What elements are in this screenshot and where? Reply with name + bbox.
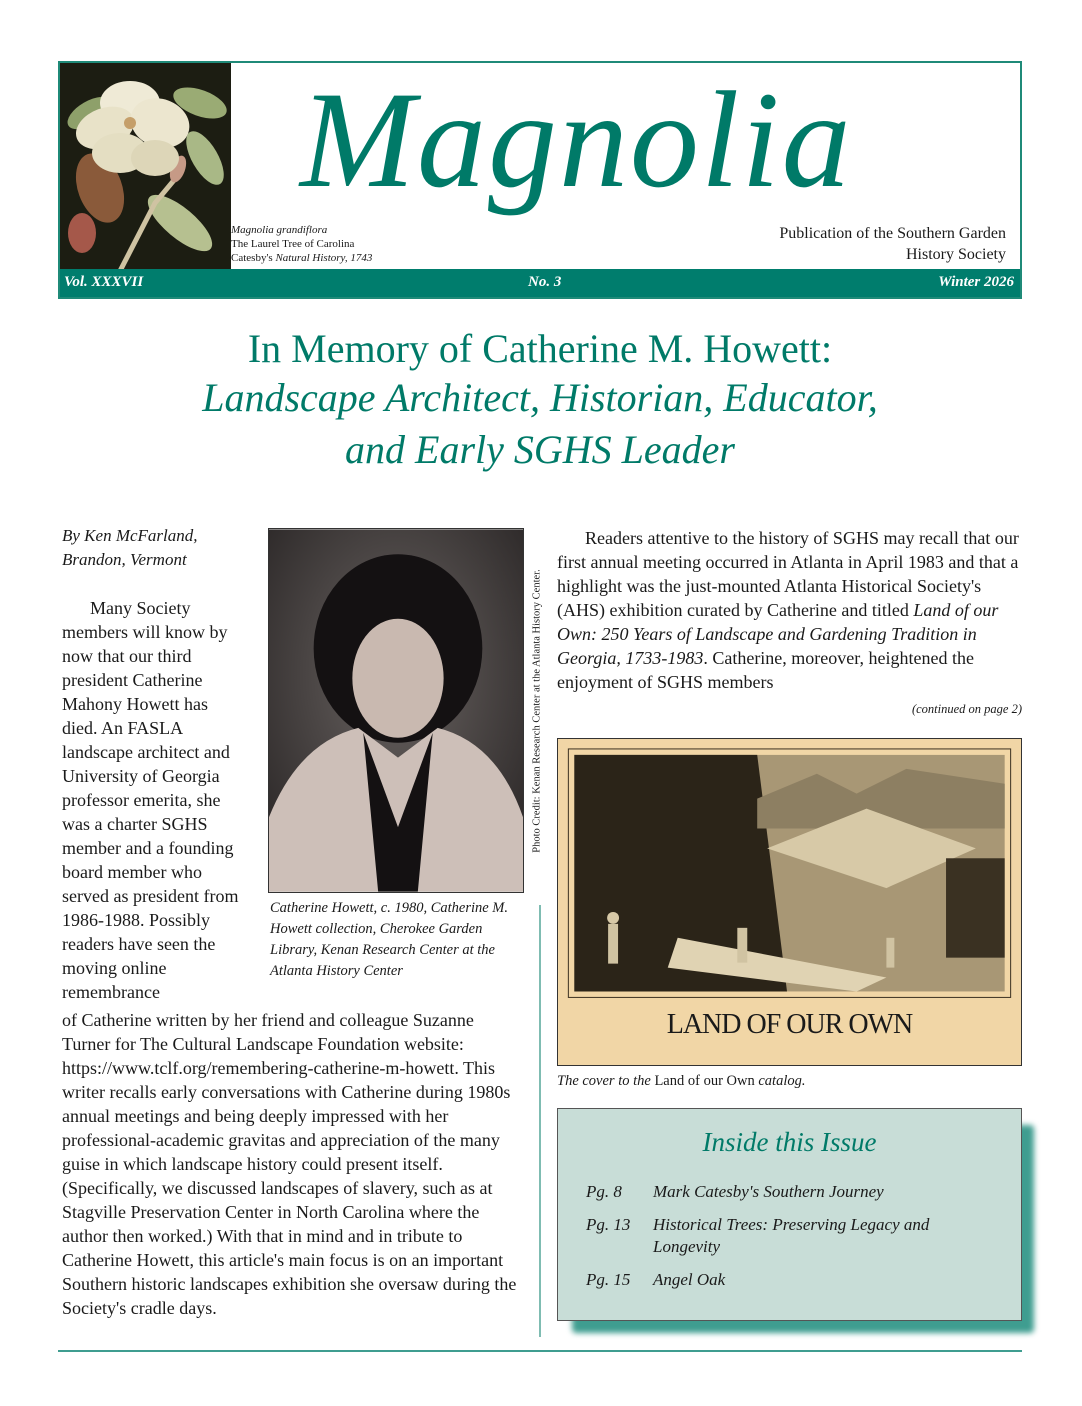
article-body-wide xyxy=(62,1008,522,1320)
column-divider xyxy=(539,905,541,1337)
catalog-cover-image xyxy=(557,738,1022,1066)
magnolia-logo: Magnolia xyxy=(300,63,853,216)
body-paragraph-continued: of Catherine written by her friend and colleague Suzanne Turner for The Cultural Landscape Foundation website: https://www.tclf.org/remembering-catherine-m-howett. This writer recalls early conversations with Catherine during 1980s annual meetings and being deeply impressed with her professional-academic gravitas and appreciation of the many guise in which landscape history could present itself. (Specifically, we discussed landscapes of slavery, such as at Stagville Preservation Center in North Carolina where the author then worked.) With that in mind and in tribute to Catherine Howett, this article's main focus is on an important Southern historic landscapes exhibition she oversaw during the Society's cradle days. xyxy=(62,1010,517,1318)
issue-number: No. 3 xyxy=(528,274,562,290)
article-body-narrow xyxy=(62,596,242,1004)
issue-info-bar xyxy=(60,269,1020,297)
portrait-caption: Catherine Howett, c. 1980, Catherine M. Howett collection, Cherokee Garden Library, Kenan Research Center at the Atlanta History Center xyxy=(270,900,509,979)
body-paragraph-right xyxy=(557,526,1025,694)
catalog-cover-title: LAND OF OUR OWN xyxy=(666,1009,913,1040)
masthead xyxy=(58,61,1022,299)
right-text-part-1: Readers attentive to the history of SGHS may recall that our first annual meeting occurred in Atlanta in April 1983 and that a highlight was the just-mounted Atlanta Historical Society's (AHS) exhibition curated by Catherine and titled xyxy=(557,528,1019,620)
volume-label: Vol. XXXVII xyxy=(64,274,144,290)
caption-part-1: The cover to the xyxy=(557,1073,655,1089)
species-name: Magnolia grandiflora xyxy=(231,224,328,236)
common-name: The Laurel Tree of Carolina xyxy=(231,238,355,250)
byline-author: By Ken McFarland, xyxy=(62,526,198,545)
portrait-image-icon xyxy=(269,529,523,892)
article-headline xyxy=(58,326,1022,476)
caption-part-2: catalog. xyxy=(754,1073,806,1089)
exhibition-title: Land of our Own: 250 Years of Landscape and Gardening Tradition in Georgia, 1733-1983 xyxy=(557,600,999,668)
bottom-divider xyxy=(58,1350,1022,1352)
inside-issue-title: Inside this Issue xyxy=(702,1127,877,1157)
headline-line-3: and Early SGHS Leader xyxy=(345,427,735,472)
byline xyxy=(62,524,198,572)
photo-credit-text: Photo Credit: Kenan Research Center at the Atlanta History Center. xyxy=(531,568,542,853)
article-body-right xyxy=(557,526,1025,694)
caption-catalog-name: Land of our Own xyxy=(654,1073,755,1089)
publication-line-1: Publication of the Southern Garden xyxy=(779,225,1006,242)
toc-title: Historical Trees: Preserving Legacy and Longevity xyxy=(653,1215,930,1256)
photo-credit xyxy=(529,528,544,893)
publication-statement xyxy=(779,223,1006,265)
magnolia-illustration xyxy=(60,63,231,271)
toc-title: Angel Oak xyxy=(653,1270,726,1289)
publication-line-2: History Society xyxy=(906,246,1006,263)
issue-season: Winter 2026 xyxy=(938,274,1014,290)
toc-title: Mark Catesby's Southern Journey xyxy=(653,1182,884,1201)
portrait-photo xyxy=(268,528,524,893)
source-title: Natural History, 1743 xyxy=(275,252,373,264)
magnolia-flower-icon xyxy=(60,63,231,271)
right-text-part-2: . Catherine, moreover, heightened the enjoyment of SGHS members xyxy=(557,648,975,692)
byline-location: Brandon, Vermont xyxy=(62,550,187,569)
toc-page: Pg. 15 xyxy=(586,1270,631,1289)
catalog-caption xyxy=(557,1073,805,1090)
source-prefix: Catesby's xyxy=(231,252,276,264)
inside-this-issue-box xyxy=(557,1108,1022,1321)
toc-page: Pg. 8 xyxy=(586,1182,622,1201)
continued-link[interactable]: (continued on page 2) xyxy=(911,702,1022,716)
cover-illustration-caption xyxy=(231,223,372,265)
headline-line-2: Landscape Architect, Historian, Educator, xyxy=(202,375,878,420)
body-paragraph: Many Society members will know by now that our third president Catherine Mahony Howett has died. An FASLA landscape architect and University of Georgia professor emerita, she was a charter SGHS member and a founding board member who served as president from 1986-1988. Possibly readers have seen the moving online remembrance xyxy=(62,598,239,1002)
toc-page: Pg. 13 xyxy=(586,1215,631,1234)
headline-line-1: In Memory of Catherine M. Howett: xyxy=(247,326,833,371)
